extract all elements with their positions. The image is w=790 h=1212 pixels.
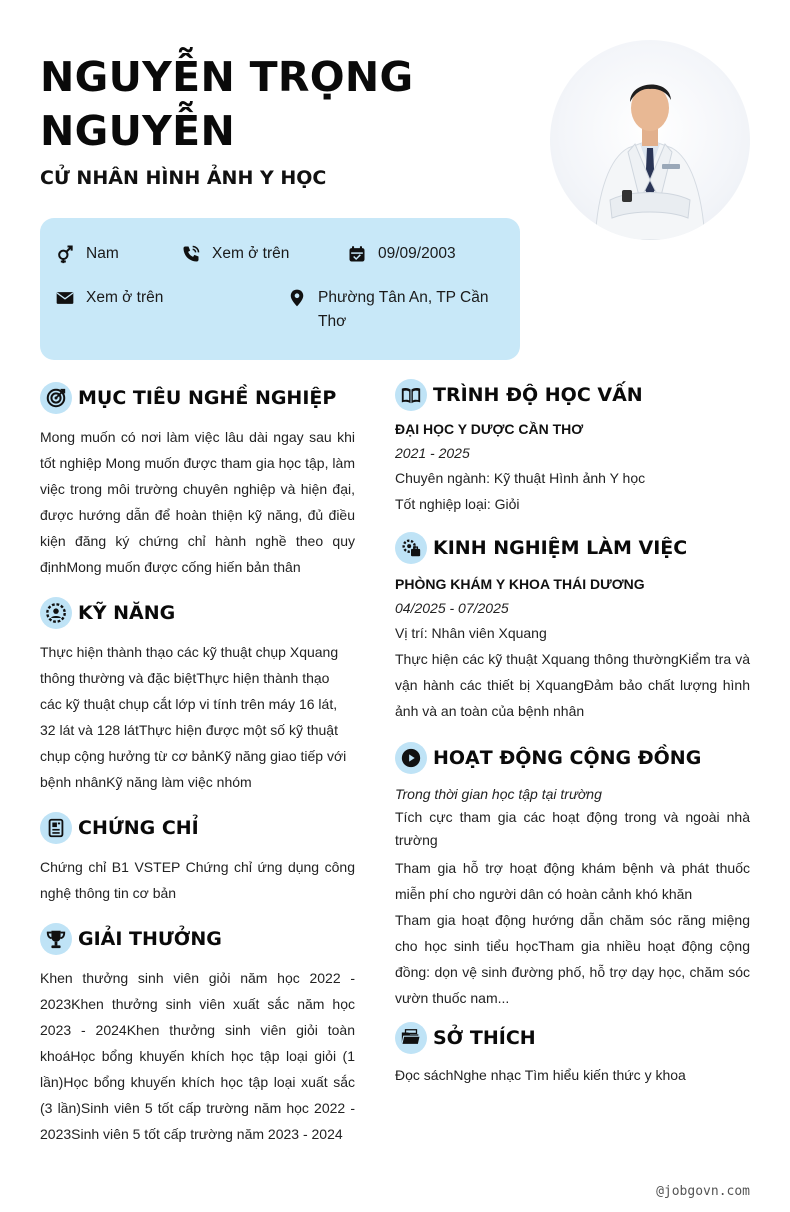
- address-value: Phường Tân An, TP Cần Thơ: [318, 289, 489, 330]
- target-icon: [40, 382, 72, 414]
- awards-text: Khen thưởng sinh viên giỏi năm học 2022 - 2023Khen thưởng sinh viên xuất sắc năm học 2023 - 2024Khen thưởng sinh viên giỏi toàn khoáHọc bổng khuyến khích học tập loại giỏi (1 lần)Học bổng khuyến khích học tập loại xuất sắc (3 lần)Sinh viên 5 tốt cấp trường năm học 2022 - 2023Sinh viên 5 tốt cấp trường năm 2023 - 2024: [40, 970, 355, 1142]
- gender-value: Nam: [86, 245, 119, 262]
- location-pin-icon: [286, 286, 308, 310]
- hobbies-title: SỞ THÍCH: [433, 1027, 536, 1049]
- contact-address: [286, 286, 496, 334]
- objective-section: [40, 382, 355, 580]
- awards-title: GIẢI THƯỞNG: [78, 928, 222, 950]
- certificate-icon: [40, 812, 72, 844]
- certificates-text: Chứng chỉ B1 VSTEP Chứng chỉ ứng dụng công nghệ thông tin cơ bản: [40, 859, 355, 901]
- objective-title: MỤC TIÊU NGHỀ NGHIỆP: [78, 387, 337, 409]
- portrait-illustration: [550, 40, 750, 240]
- watermark: @jobgovn.com: [656, 1184, 750, 1199]
- experience-description: Thực hiện các kỹ thuật Xquang thông thườngKiểm tra và vận hành các thiết bị XquangĐảm bảo chất lượng hình ảnh và an toàn của bệnh nhân: [395, 651, 750, 719]
- contact-birthday: [346, 242, 456, 266]
- community-item-3: Tham gia hoạt động hướng dẫn chăm sóc răng miệng cho học sinh tiểu họcTham gia nhiều hoạt động cộng đồng: dọn vệ sinh đường phố, hỗ trợ dạy học, chăm sóc vườn thuốc nam...: [395, 912, 750, 1006]
- calendar-icon: [346, 242, 368, 266]
- hobbies-text: Đọc sáchNghe nhạc Tìm hiểu kiến thức y khoa: [395, 1067, 686, 1083]
- objective-text: Mong muốn có nơi làm việc lâu dài ngay sau khi tốt nghiệp Mong muốn được tham gia học tập, làm việc trong môi trường chuyên nghiệp và hiện đại, được hướng dẫn để hoàn thiện kỹ năng, đủ điều kiện đăng ký chứng chỉ hành nghề theo quy địnhMong muốn được cống hiến bản thân: [40, 429, 355, 575]
- school-name: ĐẠI HỌC Y DƯỢC CẦN THƠ: [395, 421, 584, 437]
- community-item-1: Tích cực tham gia các hoạt động trong và ngoài nhà trường: [395, 809, 750, 848]
- contact-box: [40, 218, 520, 360]
- trophy-icon: [40, 923, 72, 955]
- awards-section: [40, 923, 355, 1147]
- education-period: 2021 - 2025: [395, 445, 470, 461]
- briefcase-gear-icon: [395, 532, 427, 564]
- contact-email: [54, 286, 163, 310]
- phone-icon: [180, 242, 202, 266]
- community-period: Trong thời gian học tập tại trường: [395, 786, 602, 802]
- phone-value: Xem ở trên: [212, 245, 290, 262]
- folder-icon: [395, 1022, 427, 1054]
- education-section: [395, 379, 750, 517]
- company-name: PHÒNG KHÁM Y KHOA THÁI DƯƠNG: [395, 576, 645, 592]
- experience-period: 04/2025 - 07/2025: [395, 600, 509, 616]
- contact-phone: [180, 242, 289, 266]
- profile-photo: [550, 40, 750, 240]
- community-section: [395, 742, 750, 1011]
- experience-section: [395, 532, 750, 724]
- experience-title: KINH NGHIỆM LÀM VIỆC: [433, 537, 688, 559]
- envelope-icon: [54, 286, 76, 310]
- skills-section: [40, 597, 355, 795]
- job-title: CỬ NHÂN HÌNH ẢNH Y HỌC: [40, 167, 327, 189]
- community-title: HOẠT ĐỘNG CỘNG ĐỒNG: [433, 747, 702, 769]
- birthday-value: 09/09/2003: [378, 245, 456, 262]
- play-icon: [395, 742, 427, 774]
- person-gear-icon: [40, 597, 72, 629]
- skills-text: Thực hiện thành thạo các kỹ thuật chụp Xquang thông thường và đặc biệtThực hiện thành thạo các kỹ thuật chụp cắt lớp vi tính trên máy 16 lát, 32 lát và 128 látThực hiện được một số kỹ thuật chụp cộng hưởng từ cơ bảnKỹ năng giao tiếp với bệnh nhânKỹ năng làm việc nhóm: [40, 644, 347, 790]
- email-value: Xem ở trên: [86, 289, 164, 306]
- certificates-section: [40, 812, 355, 906]
- gender-icon: [54, 242, 76, 266]
- book-icon: [395, 379, 427, 411]
- skills-title: KỸ NĂNG: [78, 602, 176, 624]
- candidate-name: NGUYỄN TRỌNG NGUYỄN: [40, 53, 414, 155]
- education-title: TRÌNH ĐỘ HỌC VẤN: [433, 384, 643, 406]
- education-major: Chuyên ngành: Kỹ thuật Hình ảnh Y học: [395, 470, 646, 486]
- hobbies-section: [395, 1022, 750, 1088]
- certificates-title: CHỨNG CHỈ: [78, 817, 199, 839]
- education-grade: Tốt nghiệp loại: Giỏi: [395, 496, 520, 512]
- contact-gender: [54, 242, 119, 266]
- community-item-2: Tham gia hỗ trợ hoạt động khám bệnh và phát thuốc miễn phí cho người dân có hoàn cảnh khó khăn: [395, 860, 750, 902]
- experience-position: Vị trí: Nhân viên Xquang: [395, 625, 547, 641]
